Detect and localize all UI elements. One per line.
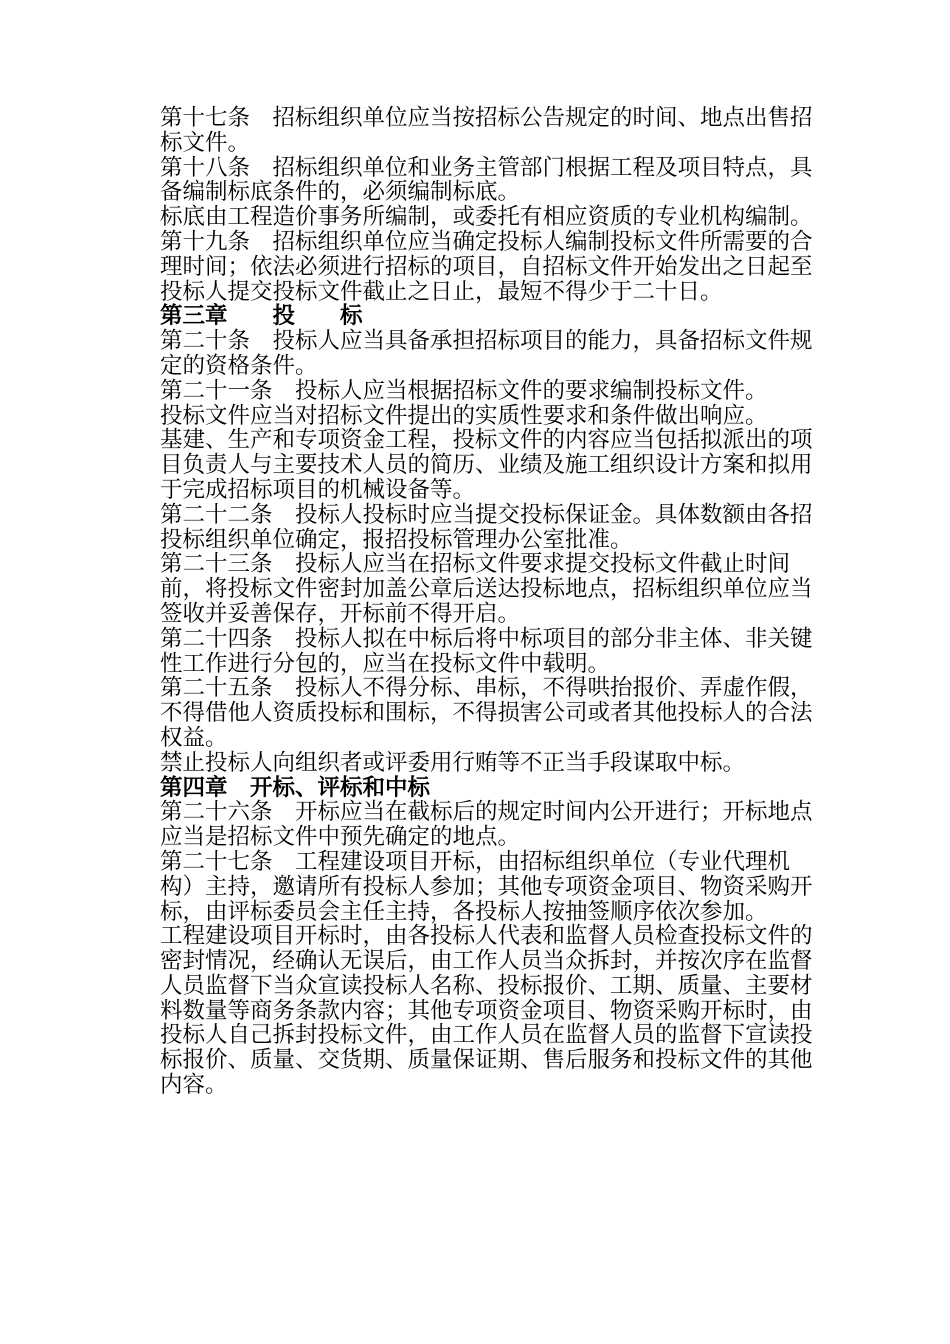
paragraph-article-20: 第二十条 投标人应当具备承担招标项目的能力，具备招标文件规定的资格条件。	[160, 328, 813, 379]
paragraph-article-23: 第二十三条 投标人应当在招标文件要求提交投标文件截止时间前，将投标文件密封加盖公章后送达投标地点，招标组织单位应当签收并妥善保存，开标前不得开启。	[160, 551, 813, 627]
paragraph-article-19: 第十九条 招标组织单位应当确定投标人编制投标文件所需要的合理时间；依法必须进行招标的项目，自招标文件开始发出之日起至投标人提交投标文件截止之日止，最短不得少于二十日。	[160, 228, 813, 305]
paragraph-article-26: 第二十六条 开标应当在截标后的规定时间内公开进行；开标地点应当是招标文件中预先确定的地点。	[160, 799, 813, 851]
paragraph-article-22: 第二十二条 投标人投标时应当提交投标保证金。具体数额由各招投标组织单位确定，报招投标管理办公室批准。	[160, 501, 813, 553]
paragraph-article-25-prohibition: 禁止投标人向组织者或评委用行贿等不正当手段谋取中标。	[160, 749, 746, 776]
paragraph-article-21-content: 基建、生产和专项资金工程，投标文件的内容应当包括拟派出的项目负责人与主要技术人员的简历、业绩及施工组织设计方案和拟用于完成招标项目的机械设备等。	[160, 427, 813, 503]
paragraph-article-17: 第十七条 招标组织单位应当按招标公告规定的时间、地点出售招标文件。	[160, 105, 813, 156]
paragraph-article-25: 第二十五条 投标人不得分标、串标，不得哄抬报价、弄虚作假，不得借他人资质投标和围标，不得损害公司或者其他投标人的合法权益。	[160, 675, 813, 751]
paragraph-article-21: 第二十一条 投标人应当根据招标文件的要求编制投标文件。	[160, 377, 768, 404]
paragraph-article-27-procedure: 工程建设项目开标时，由各投标人代表和监督人员检查投标文件的密封情况，经确认无误后，由工作人员当众拆封，并按次序在监督人员监督下当众宣读投标人名称、投标报价、工期、质量、主要材料数量等商务条款内容；其他专项资金项目、物资采购开标时，由投标人自己拆封投标文件，由工作人员在监督人员的监督下宣读投标报价、质量、交货期、质量保证期、售后服务和投标文件的其他内容。	[160, 923, 813, 1099]
chapter-4-heading: 第四章 开标、评标和中标	[160, 774, 431, 801]
paragraph-article-24: 第二十四条 投标人拟在中标后将中标项目的部分非主体、非关键性工作进行分包的，应当在投标文件中载明。	[160, 625, 813, 677]
paragraph-article-18-note: 标底由工程造价事务所编制，或委托有相应资质的专业机构编制。	[160, 204, 813, 231]
paragraph-article-21-response: 投标文件应当对招标文件提出的实质性要求和条件做出响应。	[160, 402, 768, 429]
paragraph-article-18: 第十八条 招标组织单位和业务主管部门根据工程及项目特点，具备编制标底条件的，必须编制标底。	[160, 154, 813, 206]
document-page	[160, 106, 820, 1098]
paragraph-article-27: 第二十七条 工程建设项目开标，由招标组织单位（专业代理机构）主持，邀请所有投标人参加；其他专项资金项目、物资采购开标，由评标委员会主任主持，各投标人按抽签顺序依次参加。	[160, 848, 813, 925]
chapter-3-heading: 第三章 投 标	[160, 303, 363, 330]
